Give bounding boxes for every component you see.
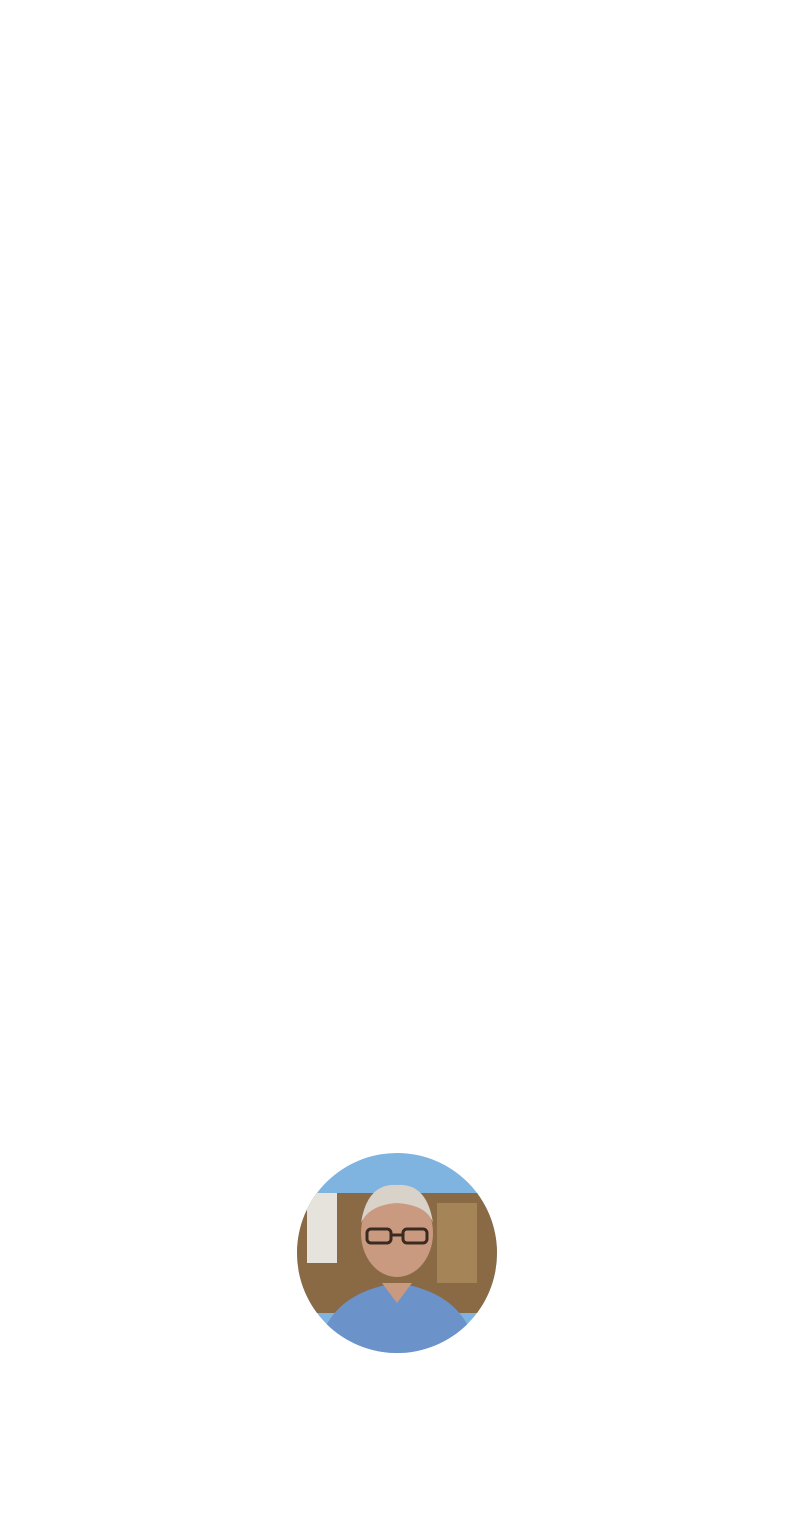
table-header-row [8,423,636,445]
author-avatar [297,1153,497,1353]
financial-table [8,423,636,445]
header-loiselle-inc [403,423,513,445]
author-portrait-icon [297,1153,497,1353]
header-label-col [8,423,290,445]
header-bailey-corp [513,423,636,445]
header-dean-co [290,423,403,445]
